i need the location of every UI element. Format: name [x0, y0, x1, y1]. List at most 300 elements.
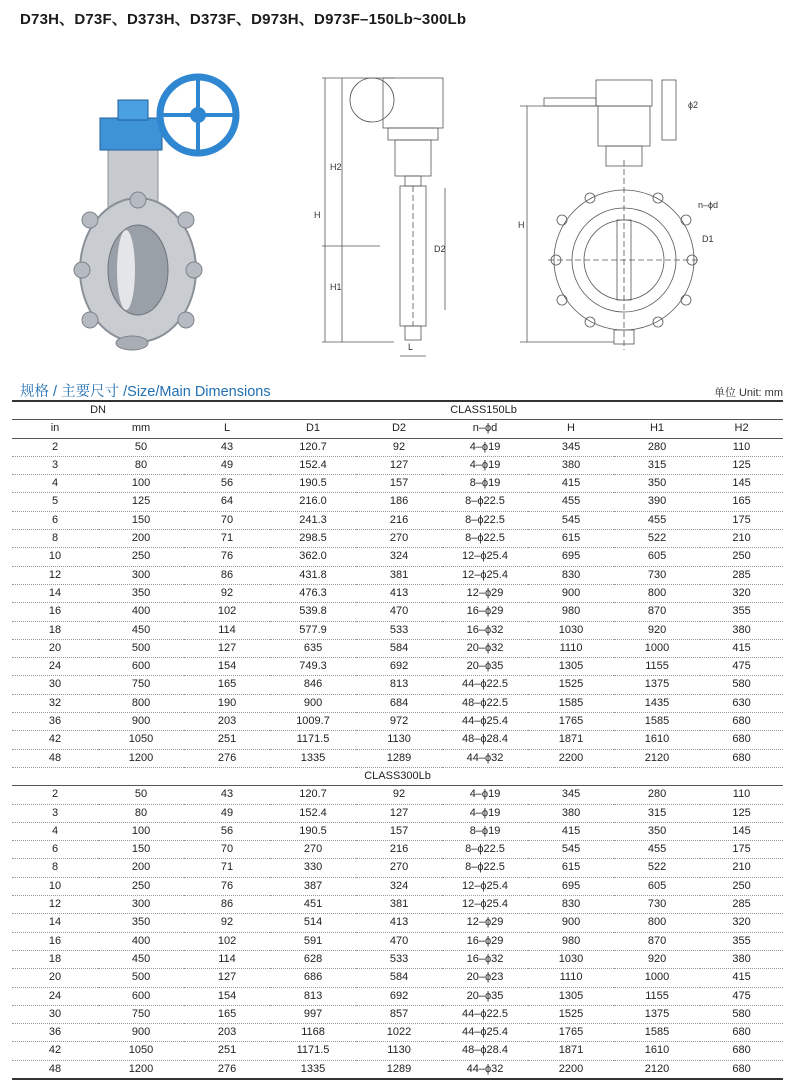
dimensions-table: [12, 400, 783, 1080]
table-cell: 216.0: [270, 493, 356, 511]
table-cell: 157: [356, 822, 442, 840]
table-cell: 684: [356, 694, 442, 712]
table-cell: 1000: [614, 969, 700, 987]
table-cell: 2: [12, 438, 98, 456]
table-cell: 514: [270, 914, 356, 932]
table-cell: 800: [98, 694, 184, 712]
table-cell: 42: [12, 1042, 98, 1060]
table-cell: 1871: [528, 731, 614, 749]
table-cell: 415: [700, 639, 783, 657]
table-cell: 680: [700, 749, 783, 767]
table-row: [12, 914, 783, 932]
table-cell: 16: [12, 603, 98, 621]
table-cell: 476.3: [270, 584, 356, 602]
table-cell: 12: [12, 566, 98, 584]
table-cell: 251: [184, 1042, 270, 1060]
table-row: [12, 786, 783, 804]
table-cell: 175: [700, 511, 783, 529]
table-row: [12, 1042, 783, 1060]
table-cell: 251: [184, 731, 270, 749]
table-cell: 175: [700, 841, 783, 859]
table-cell: 749.3: [270, 658, 356, 676]
table-cell: 584: [356, 639, 442, 657]
table-cell: 186: [356, 493, 442, 511]
table-cell: 1000: [614, 639, 700, 657]
table-cell: 381: [356, 896, 442, 914]
table-cell: 615: [528, 530, 614, 548]
table-cell: 49: [184, 456, 270, 474]
column-header: H: [528, 420, 614, 438]
table-cell: 4–ϕ19: [442, 786, 528, 804]
table-cell: 14: [12, 584, 98, 602]
table-cell: 415: [528, 822, 614, 840]
table-row: [12, 621, 783, 639]
table-cell: 76: [184, 877, 270, 895]
table-cell: 591: [270, 932, 356, 950]
table-cell: 16–ϕ32: [442, 950, 528, 968]
table-cell: 475: [700, 658, 783, 676]
table-cell: 324: [356, 877, 442, 895]
dim-h-right-label: H: [518, 220, 525, 230]
table-cell: 4–ϕ19: [442, 456, 528, 474]
table-cell: 20–ϕ23: [442, 969, 528, 987]
table-cell: 830: [528, 566, 614, 584]
table-cell: 8–ϕ19: [442, 822, 528, 840]
column-header: H1: [614, 420, 700, 438]
dn-header: DN: [12, 401, 184, 420]
table-cell: 580: [700, 1005, 783, 1023]
table-cell: 276: [184, 1060, 270, 1079]
table-cell: 71: [184, 859, 270, 877]
table-cell: 92: [356, 786, 442, 804]
table-row: [12, 511, 783, 529]
column-header: H2: [700, 420, 783, 438]
table-cell: 210: [700, 530, 783, 548]
table-cell: 32: [12, 694, 98, 712]
table-cell: 1585: [528, 694, 614, 712]
table-cell: 36: [12, 713, 98, 731]
table-cell: 1305: [528, 987, 614, 1005]
table-cell: 200: [98, 530, 184, 548]
table-cell: 600: [98, 658, 184, 676]
valve-photo: [74, 77, 236, 350]
table-cell: 870: [614, 932, 700, 950]
table-cell: 695: [528, 877, 614, 895]
table-cell: 900: [98, 1024, 184, 1042]
table-row: [12, 658, 783, 676]
table-cell: 1050: [98, 1042, 184, 1060]
table-cell: 1171.5: [270, 1042, 356, 1060]
table-cell: 330: [270, 859, 356, 877]
table-cell: 350: [98, 914, 184, 932]
dim-phi2-label: ϕ2: [688, 100, 699, 110]
table-row: [12, 603, 783, 621]
dim-d2-label: D2: [434, 244, 446, 254]
table-cell: 522: [614, 530, 700, 548]
table-cell: 680: [700, 1060, 783, 1079]
table-cell: 533: [356, 621, 442, 639]
table-cell: 972: [356, 713, 442, 731]
table-cell: 102: [184, 603, 270, 621]
table-cell: 1030: [528, 950, 614, 968]
table-cell: 680: [700, 1024, 783, 1042]
table-cell: 8–ϕ19: [442, 475, 528, 493]
table-row: [12, 822, 783, 840]
table-cell: 250: [700, 877, 783, 895]
table-cell: 2200: [528, 1060, 614, 1079]
front-view-drawing: [520, 80, 700, 350]
table-cell: 800: [614, 584, 700, 602]
table-cell: 12–ϕ25.4: [442, 877, 528, 895]
table-cell: 92: [184, 584, 270, 602]
table-cell: 157: [356, 475, 442, 493]
table-cell: 500: [98, 969, 184, 987]
table-cell: 830: [528, 896, 614, 914]
table-cell: 320: [700, 914, 783, 932]
table-cell: 44–ϕ22.5: [442, 1005, 528, 1023]
table-cell: 20: [12, 639, 98, 657]
table-cell: 114: [184, 950, 270, 968]
table-cell: 750: [98, 676, 184, 694]
table-cell: 276: [184, 749, 270, 767]
class-label: CLASS300Lb: [12, 767, 783, 785]
page-title: D73H、D73F、D373H、D373F、D973H、D973F–150Lb~300Lb: [20, 11, 467, 28]
table-cell: 280: [614, 786, 700, 804]
table-cell: 455: [614, 841, 700, 859]
table-cell: 315: [614, 456, 700, 474]
class-label: CLASS150Lb: [184, 401, 783, 420]
column-header: mm: [98, 420, 184, 438]
table-cell: 470: [356, 932, 442, 950]
table-row: [12, 548, 783, 566]
valve-illustrations: [0, 60, 795, 360]
table-cell: 190.5: [270, 475, 356, 493]
table-cell: 127: [356, 804, 442, 822]
table-cell: 475: [700, 987, 783, 1005]
table-cell: 110: [700, 438, 783, 456]
table-row: [12, 694, 783, 712]
table-cell: 145: [700, 475, 783, 493]
table-cell: 1200: [98, 749, 184, 767]
table-cell: 450: [98, 950, 184, 968]
table-cell: 280: [614, 438, 700, 456]
dim-h2-label: H2: [330, 162, 342, 172]
table-cell: 450: [98, 621, 184, 639]
table-cell: 350: [614, 822, 700, 840]
table-cell: 6: [12, 841, 98, 859]
table-cell: 24: [12, 987, 98, 1005]
table-cell: 203: [184, 1024, 270, 1042]
table-cell: 584: [356, 969, 442, 987]
table-cell: 1305: [528, 658, 614, 676]
table-cell: 539.8: [270, 603, 356, 621]
table-cell: 1525: [528, 676, 614, 694]
table-cell: 36: [12, 1024, 98, 1042]
table-cell: 86: [184, 896, 270, 914]
table-cell: 92: [184, 914, 270, 932]
table-row: [12, 456, 783, 474]
table-cell: 1050: [98, 731, 184, 749]
table-cell: 695: [528, 548, 614, 566]
table-cell: 150: [98, 511, 184, 529]
dim-l-label: L: [408, 342, 414, 352]
table-cell: 1110: [528, 969, 614, 987]
table-cell: 1435: [614, 694, 700, 712]
table-cell: 100: [98, 475, 184, 493]
table-cell: 362.0: [270, 548, 356, 566]
column-header-row: [12, 420, 783, 438]
table-cell: 870: [614, 603, 700, 621]
table-cell: 545: [528, 511, 614, 529]
table-row: [12, 969, 783, 987]
table-cell: 3: [12, 804, 98, 822]
table-cell: 80: [98, 456, 184, 474]
table-cell: 48–ϕ28.4: [442, 1042, 528, 1060]
table-cell: 8–ϕ22.5: [442, 530, 528, 548]
table-cell: 114: [184, 621, 270, 639]
table-row: [12, 1060, 783, 1079]
table-cell: 415: [700, 969, 783, 987]
table-cell: 350: [614, 475, 700, 493]
table-cell: 76: [184, 548, 270, 566]
table-cell: 3: [12, 456, 98, 474]
table-cell: 730: [614, 896, 700, 914]
table-cell: 12–ϕ29: [442, 914, 528, 932]
table-cell: 1030: [528, 621, 614, 639]
column-header: D1: [270, 420, 356, 438]
dimensions-table-body: [12, 401, 783, 1079]
table-row: [12, 475, 783, 493]
table-cell: 1130: [356, 731, 442, 749]
table-cell: 400: [98, 603, 184, 621]
table-cell: 577.9: [270, 621, 356, 639]
table-cell: 216: [356, 841, 442, 859]
table-cell: 605: [614, 877, 700, 895]
table-cell: 300: [98, 896, 184, 914]
table-cell: 70: [184, 841, 270, 859]
table-row: [12, 566, 783, 584]
table-cell: 110: [700, 786, 783, 804]
table-cell: 165: [700, 493, 783, 511]
table-cell: 20–ϕ35: [442, 658, 528, 676]
table-cell: 150: [98, 841, 184, 859]
table-cell: 1155: [614, 658, 700, 676]
table-cell: 1168: [270, 1024, 356, 1042]
table-cell: 42: [12, 731, 98, 749]
table-cell: 522: [614, 859, 700, 877]
table-cell: 125: [98, 493, 184, 511]
table-cell: 44–ϕ22.5: [442, 676, 528, 694]
table-row: [12, 530, 783, 548]
table-cell: 44–ϕ25.4: [442, 713, 528, 731]
table-cell: 1375: [614, 676, 700, 694]
table-row: [12, 584, 783, 602]
table-row: [12, 1024, 783, 1042]
table-cell: 20–ϕ32: [442, 639, 528, 657]
table-cell: 250: [98, 548, 184, 566]
table-cell: 44–ϕ32: [442, 749, 528, 767]
table-cell: 43: [184, 438, 270, 456]
table-cell: 1585: [614, 713, 700, 731]
table-cell: 680: [700, 1042, 783, 1060]
table-cell: 730: [614, 566, 700, 584]
table-cell: 5: [12, 493, 98, 511]
table-cell: 4: [12, 822, 98, 840]
table-cell: 16: [12, 932, 98, 950]
table-cell: 813: [356, 676, 442, 694]
table-cell: 1765: [528, 713, 614, 731]
dim-d1-label: D1: [702, 234, 714, 244]
table-cell: 680: [700, 731, 783, 749]
class-header-row: [12, 401, 783, 420]
column-header: in: [12, 420, 98, 438]
table-cell: 241.3: [270, 511, 356, 529]
table-cell: 14: [12, 914, 98, 932]
table-cell: 1335: [270, 749, 356, 767]
table-cell: 2200: [528, 749, 614, 767]
table-row: [12, 859, 783, 877]
table-cell: 190.5: [270, 822, 356, 840]
table-cell: 451: [270, 896, 356, 914]
table-cell: 200: [98, 859, 184, 877]
table-cell: 380: [528, 804, 614, 822]
table-cell: 120.7: [270, 438, 356, 456]
table-cell: 250: [98, 877, 184, 895]
table-row: [12, 804, 783, 822]
table-cell: 102: [184, 932, 270, 950]
table-cell: 48–ϕ28.4: [442, 731, 528, 749]
table-cell: 380: [528, 456, 614, 474]
table-cell: 4–ϕ19: [442, 438, 528, 456]
table-cell: 600: [98, 987, 184, 1005]
table-cell: 380: [700, 950, 783, 968]
table-cell: 350: [98, 584, 184, 602]
table-cell: 270: [270, 841, 356, 859]
table-cell: 1585: [614, 1024, 700, 1042]
table-cell: 24: [12, 658, 98, 676]
table-cell: 44–ϕ32: [442, 1060, 528, 1079]
table-cell: 857: [356, 1005, 442, 1023]
table-row: [12, 676, 783, 694]
table-cell: 125: [700, 456, 783, 474]
table-cell: 413: [356, 584, 442, 602]
table-cell: 43: [184, 786, 270, 804]
table-cell: 210: [700, 859, 783, 877]
dim-nphi-label: n–ϕd: [698, 200, 719, 210]
table-cell: 692: [356, 658, 442, 676]
table-cell: 12–ϕ29: [442, 584, 528, 602]
table-cell: 1155: [614, 987, 700, 1005]
table-cell: 635: [270, 639, 356, 657]
table-cell: 345: [528, 438, 614, 456]
table-cell: 455: [614, 511, 700, 529]
table-cell: 846: [270, 676, 356, 694]
column-header: L: [184, 420, 270, 438]
table-cell: 190: [184, 694, 270, 712]
table-cell: 12: [12, 896, 98, 914]
table-cell: 270: [356, 859, 442, 877]
table-cell: 630: [700, 694, 783, 712]
table-cell: 154: [184, 987, 270, 1005]
table-cell: 100: [98, 822, 184, 840]
table-cell: 2120: [614, 1060, 700, 1079]
table-cell: 50: [98, 438, 184, 456]
table-cell: 165: [184, 1005, 270, 1023]
table-cell: 800: [614, 914, 700, 932]
table-row: [12, 987, 783, 1005]
table-cell: 250: [700, 548, 783, 566]
table-cell: 355: [700, 932, 783, 950]
table-cell: 320: [700, 584, 783, 602]
table-cell: 920: [614, 950, 700, 968]
table-cell: 285: [700, 896, 783, 914]
table-cell: 415: [528, 475, 614, 493]
table-cell: 30: [12, 1005, 98, 1023]
table-cell: 285: [700, 566, 783, 584]
table-cell: 48: [12, 1060, 98, 1079]
table-cell: 920: [614, 621, 700, 639]
table-cell: 8–ϕ22.5: [442, 859, 528, 877]
table-cell: 20–ϕ35: [442, 987, 528, 1005]
dim-h-label: H: [314, 210, 321, 220]
table-cell: 1610: [614, 731, 700, 749]
side-view-drawing: [322, 78, 445, 356]
table-cell: 1289: [356, 749, 442, 767]
dimensions-table-wrap: [12, 400, 783, 1080]
section-heading: 规格 / 主要尺寸 /Size/Main Dimensions: [20, 384, 271, 400]
table-cell: 152.4: [270, 804, 356, 822]
table-cell: 48–ϕ22.5: [442, 694, 528, 712]
table-cell: 1289: [356, 1060, 442, 1079]
table-cell: 1525: [528, 1005, 614, 1023]
table-cell: 413: [356, 914, 442, 932]
table-cell: 400: [98, 932, 184, 950]
table-cell: 500: [98, 639, 184, 657]
table-cell: 680: [700, 713, 783, 731]
table-cell: 298.5: [270, 530, 356, 548]
table-cell: 900: [528, 914, 614, 932]
table-cell: 71: [184, 530, 270, 548]
table-cell: 387: [270, 877, 356, 895]
table-cell: 686: [270, 969, 356, 987]
table-cell: 900: [270, 694, 356, 712]
table-cell: 12–ϕ25.4: [442, 548, 528, 566]
table-cell: 152.4: [270, 456, 356, 474]
table-cell: 86: [184, 566, 270, 584]
table-cell: 580: [700, 676, 783, 694]
table-cell: 1022: [356, 1024, 442, 1042]
table-cell: 6: [12, 511, 98, 529]
table-cell: 10: [12, 548, 98, 566]
table-cell: 380: [700, 621, 783, 639]
table-cell: 1375: [614, 1005, 700, 1023]
table-cell: 1871: [528, 1042, 614, 1060]
table-cell: 2120: [614, 749, 700, 767]
table-cell: 50: [98, 786, 184, 804]
table-row: [12, 639, 783, 657]
table-cell: 125: [700, 804, 783, 822]
table-cell: 127: [184, 639, 270, 657]
table-row: [12, 932, 783, 950]
table-cell: 813: [270, 987, 356, 1005]
table-cell: 8–ϕ22.5: [442, 493, 528, 511]
table-cell: 10: [12, 877, 98, 895]
table-cell: 355: [700, 603, 783, 621]
table-row: [12, 896, 783, 914]
table-cell: 20: [12, 969, 98, 987]
table-cell: 315: [614, 804, 700, 822]
table-cell: 70: [184, 511, 270, 529]
